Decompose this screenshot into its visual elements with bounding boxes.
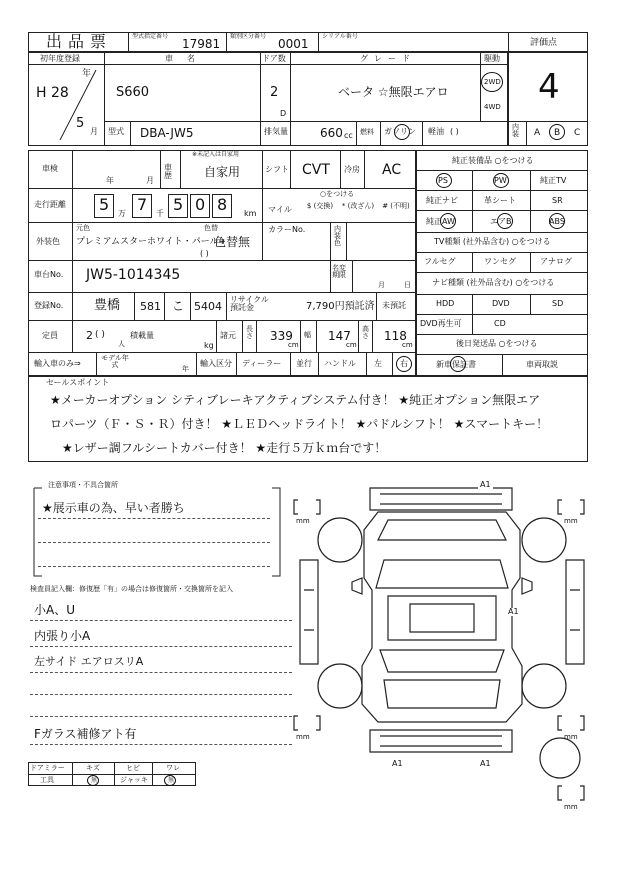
interior-b: B <box>554 128 561 138</box>
model-value: DBA-JW5 <box>140 126 194 140</box>
tools-tool-value: 無 <box>91 777 98 784</box>
notes-line-1: ★展示車の為、早い者勝ち <box>42 501 185 515</box>
width-unit: cm <box>346 341 357 349</box>
reg-kana: こ <box>172 299 185 313</box>
recycle-not: 未預託 <box>382 301 406 310</box>
tools-tool-label: 工具 <box>40 776 54 784</box>
notes-label: 注意事項・不具合箇所 <box>48 481 118 489</box>
handle-label: ハンドル <box>324 359 356 368</box>
mm-spare: mm <box>564 803 578 811</box>
interior-color-label: 内装色 <box>334 225 341 247</box>
model-label: 型式 <box>108 127 124 136</box>
mileage-digit-1: 5 <box>99 195 110 214</box>
meter-tamper: * (改ざん) <box>341 202 375 210</box>
sales-line-1: ★メーカーオプション シティブレーキアクティブシステム付き！ ★純正オプション無限エア <box>50 393 541 407</box>
color-label: 外装色 <box>36 237 60 246</box>
interior-c: C <box>574 128 581 138</box>
mileage-digit-2: 7 <box>137 195 148 214</box>
sales-label: セールスポイント <box>46 378 110 387</box>
load-label: 積載量 <box>130 331 154 340</box>
doors-value: 2 <box>270 85 279 100</box>
handle-right: 右 <box>400 359 408 368</box>
mileage-digit-4: 0 <box>195 195 206 214</box>
inspector-line-1: 小A、U <box>34 603 75 617</box>
equip-aw: 純正AW <box>426 217 455 226</box>
navi-hdd: HDD <box>436 299 455 308</box>
color-no-label: カラーNo. <box>268 225 306 234</box>
dealer: ディーラー <box>242 359 282 368</box>
inspector-line-2: 内張り小A <box>34 629 91 643</box>
fuel-gasoline: ガソリン <box>384 127 416 136</box>
doors-suffix: D <box>280 109 287 118</box>
mileage-man: 万 <box>118 209 126 218</box>
dims-label: 諸元 <box>220 331 236 340</box>
name-change-month: 月 <box>378 281 385 289</box>
tools-jack-value: 無 <box>168 777 175 784</box>
mileage-digit-5: 8 <box>217 195 228 214</box>
mark-right-side: A1 <box>508 607 519 616</box>
later-title: 後日発送品 ○をつける <box>456 339 538 348</box>
width-value: 147 <box>328 329 351 343</box>
plate-label: 車台No. <box>34 270 64 279</box>
import-type-label: 輸入区分 <box>200 359 232 368</box>
history-note: ※未記入は自家用 <box>192 151 240 158</box>
equip-abs: ABS <box>549 217 565 226</box>
fuel-label: 燃料 <box>360 128 374 136</box>
displacement-value: 660 <box>320 126 343 140</box>
mileage-label: 走行距離 <box>34 200 66 209</box>
plate-value: JW5-1014345 <box>86 267 181 283</box>
type-no: 17981 <box>182 37 221 51</box>
import-label: 輸入車のみ⇒ <box>34 359 81 368</box>
tools-jack-label: ジャッキ <box>120 776 148 784</box>
navi-title: ナビ種類 (社外品含む) ○をつける <box>432 278 555 287</box>
year-unit: 年 <box>82 69 92 79</box>
dvd-playable: DVD再生可 <box>420 319 462 328</box>
class-no: 0001 <box>278 37 309 51</box>
equip-pw: PW <box>494 176 507 185</box>
drive-4wd: 4WD <box>484 103 501 111</box>
equip-tv: 純正TV <box>540 176 567 185</box>
first-reg-era: H 28 <box>36 85 69 101</box>
tv-oneseg: ワンセグ <box>484 257 516 266</box>
first-reg-label: 初年度登録 <box>40 54 80 63</box>
displacement-unit: cc <box>344 131 353 140</box>
ac-label: 冷房 <box>344 165 360 174</box>
grade-value: ベータ ☆無限エアロ <box>338 85 449 99</box>
history-label: 車歴 <box>164 163 172 180</box>
model-year-unit: 年 <box>182 365 189 373</box>
capacity-unit: 人 <box>118 340 125 348</box>
mile-label: マイル <box>268 205 292 214</box>
drive-2wd: 2WD <box>484 78 501 86</box>
color-orig: プレミアムスターホワイト・パール+ <box>76 237 227 247</box>
equip-airbag: エアB <box>490 217 512 226</box>
mm-front-left: mm <box>296 517 310 525</box>
later-manual: 車両取説 <box>526 360 558 369</box>
equip-navi: 純正ナビ <box>426 196 458 205</box>
width-label: 幅 <box>304 331 311 339</box>
equipment-title: 純正装備品 ○をつける <box>452 156 534 165</box>
class-no-label: 類別区分番号 <box>230 33 267 40</box>
mark-rear-right: A1 <box>480 759 491 768</box>
first-reg-month: 5 <box>76 116 85 131</box>
tools-h-break: ワレ <box>166 764 180 772</box>
tools-h-mirror: ドアミラー <box>30 764 65 772</box>
length-unit: cm <box>288 341 299 349</box>
inspector-line-6: Fガラス補修アト有 <box>34 727 137 741</box>
capacity-paren: ( ) <box>95 330 105 340</box>
reg-number: 5404 <box>194 300 222 313</box>
mileage-sen: 千 <box>156 209 164 218</box>
interior-a: A <box>534 128 541 138</box>
navi-dvd: DVD <box>492 299 510 308</box>
serial-label: シリアル番号 <box>322 33 358 40</box>
mark-rear-left: A1 <box>392 759 403 768</box>
equip-sr: SR <box>552 196 563 205</box>
car-name-label: 車名 <box>165 54 209 63</box>
parallel: 並行 <box>296 359 312 368</box>
tv-analog: アナログ <box>540 257 572 266</box>
history-value: 自家用 <box>204 165 241 179</box>
model-year-label: モデル年式 <box>101 354 129 369</box>
fuel-other: ( ) <box>450 127 459 136</box>
handle-left: 左 <box>374 359 382 368</box>
navi-sd: SD <box>552 299 564 308</box>
inspector-label: 検査員記入欄：修復歴「有」の場合は修復箇所・交換箇所を記入 <box>30 585 233 593</box>
shift-value: CVT <box>302 162 330 178</box>
sales-line-3: ★レザー調フルシートカバー付き！ ★走行５万ｋｍ台です！ <box>62 441 387 455</box>
inspector-line-3: 左サイド エアロスリA <box>34 655 144 668</box>
fuel-diesel: 軽油 <box>428 127 444 136</box>
reg-label: 登録No. <box>34 301 64 310</box>
meter-note: ○をつける <box>320 190 355 198</box>
month-unit: 月 <box>90 127 98 136</box>
load-unit: kg <box>204 341 214 350</box>
recycle-value: 7,790円預託済 <box>306 301 375 312</box>
color-now-label: 色替 <box>204 224 218 232</box>
reg-class: 581 <box>140 300 161 313</box>
shaken-month: 月 <box>146 176 154 185</box>
tools-h-scratch: キズ <box>86 764 100 772</box>
length-label: 長さ <box>246 325 253 340</box>
mm-front-right: mm <box>564 517 578 525</box>
tv-fullseg: フルセグ <box>424 257 456 266</box>
capacity-label: 定員 <box>42 331 58 340</box>
tv-title: TV種類 (社外品含む) ○をつける <box>434 237 551 246</box>
name-change-day: 日 <box>404 281 411 289</box>
mm-rear-right: mm <box>564 733 578 741</box>
height-label: 高さ <box>362 325 369 340</box>
recycle-label: リサイクル預託金 <box>230 295 269 312</box>
height-value: 118 <box>384 329 407 343</box>
equip-ps: PS <box>438 176 448 185</box>
color-now: 色替無 <box>214 235 251 249</box>
mark-front-bumper: A1 <box>480 480 491 489</box>
color-paren: ( ) <box>200 249 209 258</box>
height-unit: cm <box>402 341 413 349</box>
car-name: S660 <box>116 85 150 100</box>
tools-h-crack: ヒビ <box>126 764 140 772</box>
interior-label: 内装 <box>512 123 519 138</box>
color-orig-label: 元色 <box>76 224 90 232</box>
meter-exchange: $ (交換) <box>306 202 334 210</box>
equip-leather: 革シート <box>484 196 516 205</box>
drive-label: 駆動 <box>484 54 500 63</box>
capacity-value: 2 <box>86 329 93 342</box>
later-warranty: 新車保証書 <box>436 360 476 369</box>
sales-line-2: ロパーツ（Ｆ・Ｓ・Ｒ）付き！ ★ＬＥＤヘッドライト！ ★パドルシフト！ ★スマートキー！ <box>50 417 549 431</box>
doors-label: ドア数 <box>262 54 286 63</box>
sheet-title: 出品票 <box>46 32 113 51</box>
equip-cd: CD <box>494 319 506 328</box>
shift-label: シフト <box>265 165 289 174</box>
mm-rear-left: mm <box>296 733 310 741</box>
shaken-year: 年 <box>106 176 114 185</box>
reg-area: 豊橋 <box>94 298 121 313</box>
meter-unknown: # (不明) <box>382 202 410 210</box>
type-no-label: 型式指定番号 <box>132 33 169 40</box>
score-label: 評価点 <box>530 38 558 48</box>
shaken-label: 車検 <box>42 164 58 173</box>
displacement-label: 排気量 <box>264 127 288 136</box>
length-value: 339 <box>270 329 293 343</box>
mileage-unit: km <box>244 209 257 218</box>
ac-value: AC <box>382 162 402 178</box>
score-value: 4 <box>538 67 560 107</box>
name-change-label: 名変期限 <box>332 264 346 279</box>
grade-label: グレード <box>360 54 416 63</box>
mileage-digit-3: 5 <box>173 195 184 214</box>
